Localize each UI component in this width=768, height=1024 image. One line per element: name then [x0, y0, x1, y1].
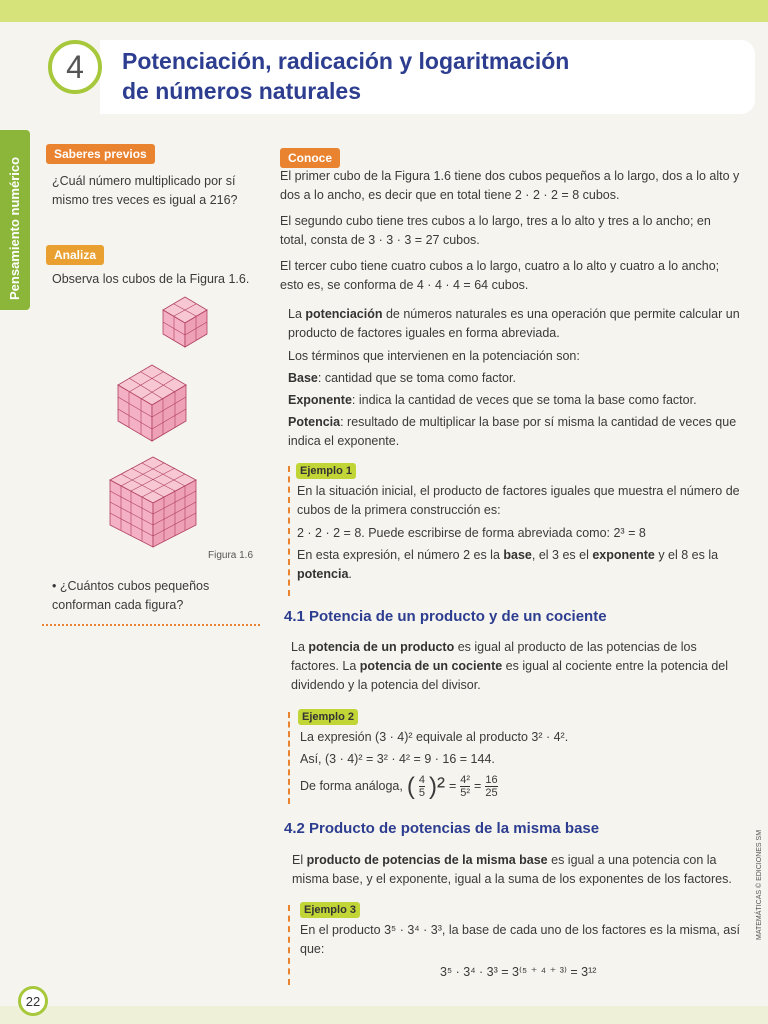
frac-1-den: 5: [418, 787, 425, 799]
def-base-term: Base: [288, 371, 318, 385]
ejemplo3-bracket: [288, 905, 298, 985]
ejemplo2-bracket: [288, 712, 298, 804]
frac-2-den: 5²: [460, 787, 471, 799]
ej1-line3: [297, 546, 742, 584]
small-cube: [163, 297, 207, 347]
ej2-line1: La expresión (3 · 4)² equivale al producto 3² · 4².: [300, 730, 569, 744]
ej1-l3e: y el 8 es la: [654, 548, 719, 562]
cubes-figure: [40, 285, 260, 555]
s41-pd: potencia de un cociente: [359, 659, 503, 673]
s41-pc: es igual al producto de las potencias de los factores. La: [291, 640, 697, 673]
def-pot-desc: : resultado de multiplicar la base por sí misma la cantidad de veces que indica el exponente.: [288, 415, 737, 448]
frac-2-num: 4²: [460, 774, 471, 786]
frac-3-num: 16: [485, 774, 498, 786]
def-base: [288, 369, 740, 388]
left-paren: (: [406, 773, 415, 800]
ej2-l3-pre: De forma análoga,: [300, 779, 403, 793]
saberes-label: Saberes previos: [46, 144, 155, 164]
ejemplo2-label: Ejemplo 2: [298, 709, 358, 725]
ej3-line2: 3⁵ · 3⁴ · 3³ = 3⁽⁵ ⁺ ⁴ ⁺ ³⁾ = 3¹²: [440, 965, 597, 979]
bottom-band: [0, 1006, 768, 1024]
conoce-p2: El segundo cubo tiene tres cubos a lo largo, tres a lo alto y tres a lo ancho; en total, consta de 3 · 3 · 3 = 27 cubos.: [280, 214, 711, 247]
ej2-line3: [300, 774, 740, 799]
def-pot-term: Potencia: [288, 415, 341, 429]
top-band: [0, 0, 768, 22]
def-p1-pre: La: [288, 307, 306, 321]
ej1-l3b: base: [503, 548, 532, 562]
conoce-p1: El primer cubo de la Figura 1.6 tiene dos cubos pequeños a lo largo, dos a lo alto y dos a lo ancho, es decir que en total tiene 2 · 2 · 2 = 8 cubos.: [280, 169, 740, 202]
figure-label: Figura 1.6: [208, 550, 254, 561]
section-4-2-heading: 4.2 Producto de potencias de la misma base: [284, 820, 600, 837]
def-exp-desc: : indica la cantidad de veces que se toma la base como factor.: [351, 393, 697, 407]
side-credit: MATEMÁTICAS © EDICIONES SM: [756, 829, 763, 940]
side-tab-label: Pensamiento numérico: [7, 156, 22, 300]
title-line-2: de números naturales: [122, 78, 362, 104]
title-line-1: Potenciación, radicación y logaritmación: [122, 48, 570, 74]
ej1-l3f: potencia: [297, 567, 349, 581]
s42-pc: es igual a una potencia con la misma base, y el exponente, igual a la suma de los exponentes de los factores.: [292, 853, 732, 886]
side-tab: [0, 130, 30, 310]
analiza-label: Analiza: [46, 245, 104, 265]
conoce-label: Conoce: [280, 148, 340, 168]
ej2-line2: Así, (3 · 4)² = 3² · 4² = 9 · 16 = 144.: [300, 752, 495, 766]
ejemplo3-label: Ejemplo 3: [300, 902, 360, 918]
def-exp-term: Exponente: [288, 393, 352, 407]
unit-number: 4: [48, 40, 102, 94]
question-text: • ¿Cuántos cubos pequeños conforman cada figura?: [52, 579, 210, 612]
ej1-l3g: .: [348, 567, 352, 581]
frac-3-den: 25: [485, 787, 498, 799]
def-p1: [288, 305, 740, 343]
ej1-l3a: En esta expresión, el número 2 es la: [297, 548, 504, 562]
ej1-line1: En la situación inicial, el producto de factores iguales que muestra el número de cubos de la primera construcción es:: [297, 484, 740, 517]
s41-paragraph: [291, 638, 741, 695]
frac-2: [460, 774, 470, 799]
analiza-text: Observa los cubos de la Figura 1.6.: [52, 272, 250, 286]
ejemplo1-label: Ejemplo 1: [296, 463, 356, 479]
s41-pb: potencia de un producto: [308, 640, 455, 654]
s41-pe: es igual al cociente entre la potencia del dividendo y la potencia del divisor.: [291, 659, 729, 692]
def-base-desc: : cantidad que se toma como factor.: [317, 371, 516, 385]
conoce-p3: El tercer cubo tiene cuatro cubos a lo largo, cuatro a lo alto y cuatro a lo ancho; esto es, se conforma de 4 · 4 · 4 = 64 cubos.: [280, 259, 720, 292]
equals-2: =: [474, 779, 482, 793]
def-p1-post: de números naturales es una operación que permite calcular un producto de factores iguales en forma abreviada.: [288, 307, 740, 340]
page-title: [122, 46, 569, 106]
def-p1-bold: potenciación: [305, 307, 383, 321]
frac-3: [485, 774, 497, 799]
ej1-l3d: exponente: [592, 548, 655, 562]
frac-1-num: 4: [418, 774, 425, 786]
s42-paragraph: [292, 851, 742, 889]
def-p2: Los términos que intervienen en la potenciación son:: [288, 349, 580, 363]
s42-pa: El: [292, 853, 307, 867]
large-cube: [110, 457, 196, 547]
s42-pb: producto de potencias de la misma base: [306, 853, 548, 867]
ej3-line1: En el producto 3⁵ · 3⁴ · 3³, la base de cada uno de los factores es la misma, así que:: [300, 923, 740, 956]
right-paren: )²: [428, 773, 445, 800]
medium-cube: [118, 365, 186, 441]
frac-1: [419, 774, 425, 799]
section-4-1-heading: 4.1 Potencia de un producto y de un cociente: [284, 608, 607, 625]
equals-1: =: [448, 779, 457, 793]
page-number: 22: [18, 986, 48, 1016]
ej1-l3c: , el 3 es el: [531, 548, 593, 562]
s41-pa: La: [291, 640, 309, 654]
saberes-text: ¿Cuál número multiplicado por sí mismo tres veces es igual a 216?: [52, 174, 238, 207]
def-exponente: [288, 391, 740, 410]
def-potencia: [288, 413, 740, 451]
ej1-line2: 2 · 2 · 2 = 8. Puede escribirse de forma abreviada como: 2³ = 8: [297, 526, 646, 540]
